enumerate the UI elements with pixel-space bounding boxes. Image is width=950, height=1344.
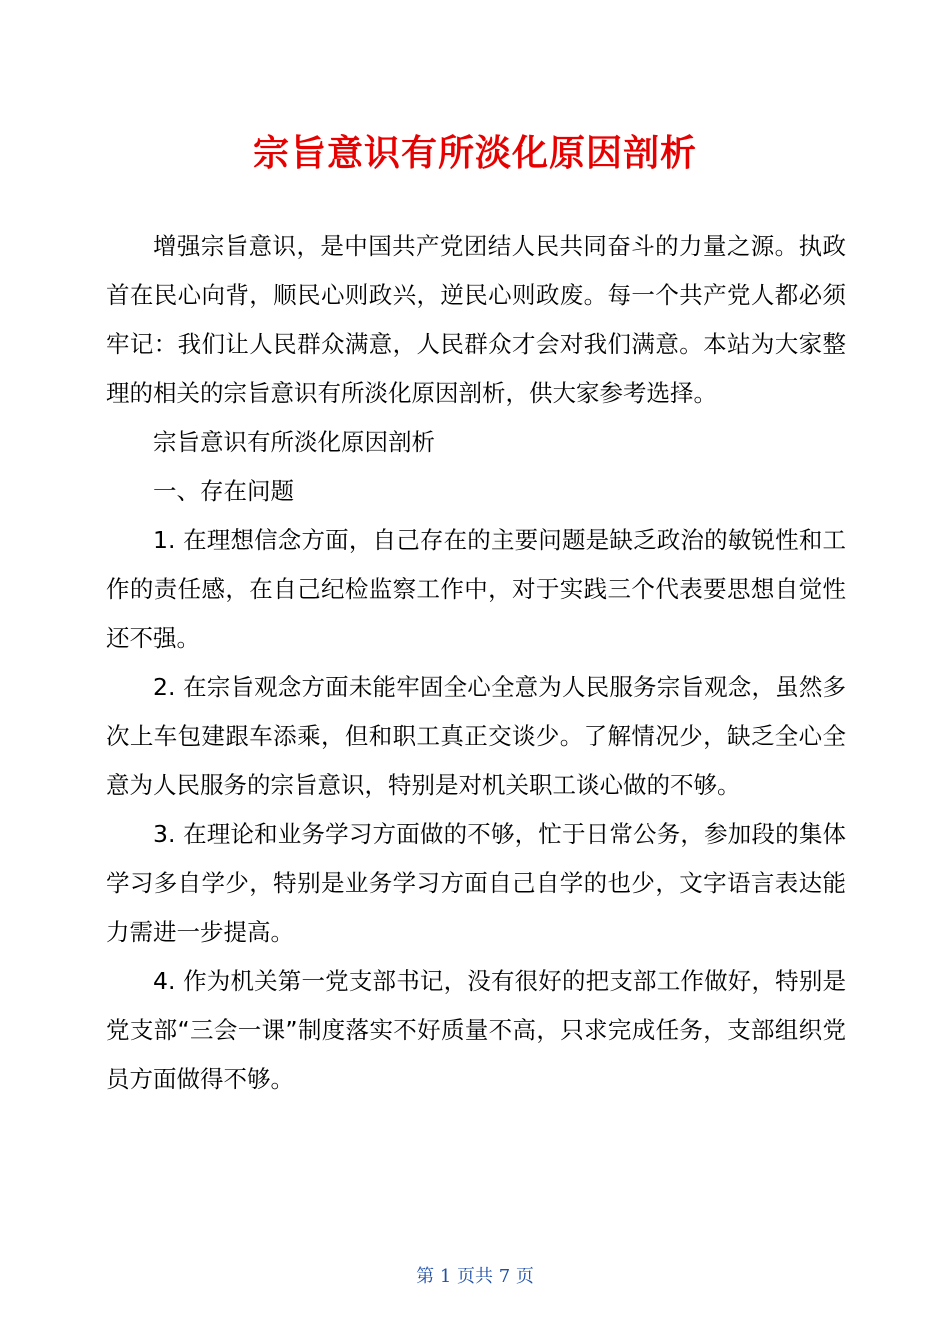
subsection-heading: 一、存在问题 bbox=[153, 477, 294, 505]
document-body bbox=[106, 222, 846, 1104]
list-item-4: 4. 作为机关第一党支部书记，没有很好的把支部工作做好，特别是党支部“三会一课”制度落实不好质量不高，只求完成任务，支部组织党员方面做得不够。 bbox=[106, 967, 846, 1093]
section-heading: 宗旨意识有所淡化原因剖析 bbox=[153, 428, 435, 456]
intro-paragraph: 增强宗旨意识，是中国共产党团结人民共同奋斗的力量之源。执政首在民心向背，顺民心则政兴，逆民心则政废。每一个共产党人都必须牢记：我们让人民群众满意，人民群众才会对我们满意。本站为大家整理的相关的宗旨意识有所淡化原因剖析，供大家参考选择。 bbox=[106, 232, 846, 407]
document-title: 宗旨意识有所淡化原因剖析 bbox=[252, 133, 697, 175]
list-item-2: 2. 在宗旨观念方面未能牢固全心全意为人民服务宗旨观念，虽然多次上车包建跟车添乘，但和职工真正交谈少。了解情况少，缺乏全心全意为人民服务的宗旨意识，特别是对机关职工谈心做的不够。 bbox=[106, 673, 846, 799]
list-item-3: 3. 在理论和业务学习方面做的不够，忙于日常公务，参加段的集体学习多自学少，特别是业务学习方面自己自学的也少，文字语言表达能力需进一步提高。 bbox=[106, 820, 846, 946]
page-footer: 第 1 页共 7 页 bbox=[416, 1266, 534, 1287]
list-item-1: 1. 在理想信念方面，自己存在的主要问题是缺乏政治的敏锐性和工作的责任感，在自己纪检监察工作中，对于实践三个代表要思想自觉性还不强。 bbox=[106, 526, 846, 652]
